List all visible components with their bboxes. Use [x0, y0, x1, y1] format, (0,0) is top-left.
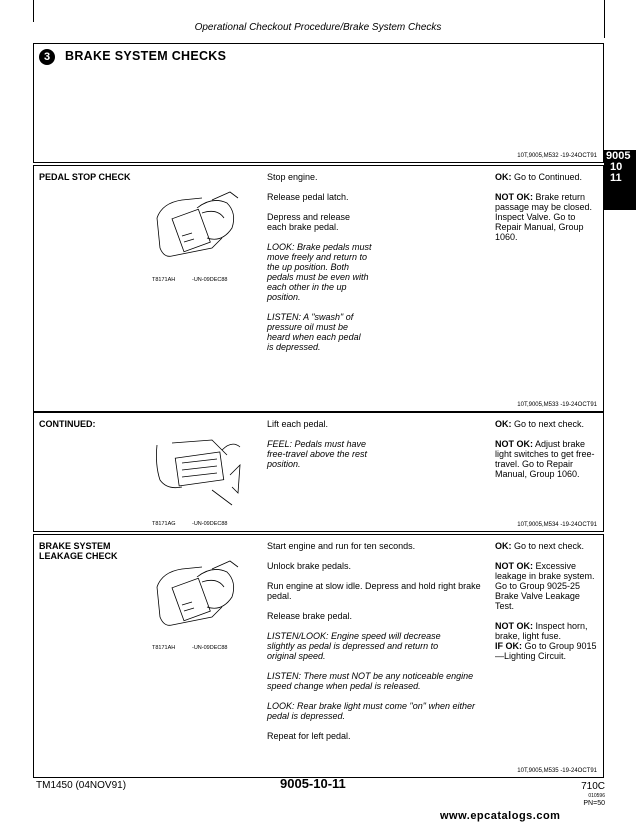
step: Lift each pedal. — [267, 419, 329, 429]
if-ok-label: IF OK: — [495, 641, 522, 651]
ok-label: OK: — [495, 541, 512, 551]
step: LOOK: Brake pedals must move freely and return to the up position. Both pedals must be even with each other in the up position. — [267, 242, 372, 302]
ok-label: OK: — [495, 419, 512, 429]
step: Release brake pedal. — [267, 611, 353, 621]
not-ok-label: NOT OK: — [495, 561, 533, 571]
section-tab — [604, 150, 636, 210]
not-ok-text: Brake return passage may be closed. Inspect Valve. Go to Repair Manual, Group 1060. — [495, 192, 593, 242]
footer-code: 010596 — [588, 793, 605, 799]
ok-text: Go to next check. — [514, 541, 585, 551]
pedal-lift-illustration — [152, 435, 242, 513]
not-ok-text: Adjust brake light switches to get free-travel. Go to Repair Manual, Group 1060. — [495, 439, 595, 479]
step: LISTEN/LOOK: Engine speed will decrease slightly as pedal is depressed and return to original speed. — [267, 631, 441, 661]
ok-text: Go to next check. — [514, 419, 585, 429]
figure-label: T8171AG — [152, 521, 176, 527]
figure-label: T8171AH — [152, 277, 176, 283]
step: Stop engine. — [267, 172, 318, 182]
step: Release pedal latch. — [267, 192, 349, 202]
ok-label: OK: — [495, 172, 512, 182]
brake-pedal-illustration — [152, 188, 242, 268]
section-number-badge: 3 — [39, 49, 55, 65]
row-ref: 10T,9005,M533 -19-24OCT91 — [517, 402, 597, 408]
tab-line-2: 10 — [610, 161, 623, 173]
manual-number: TM1450 (04NOV91) — [36, 780, 127, 791]
tab-line-3: 11 — [610, 172, 622, 184]
step: LISTEN: There must NOT be any noticeable engine speed change when pedal is released. — [267, 671, 474, 691]
watermark: www.epcatalogs.com — [440, 810, 561, 822]
step-list — [267, 172, 482, 362]
page-header: Operational Checkout Procedure/Brake System Checks — [194, 22, 442, 33]
model-number: 710C — [581, 781, 605, 792]
section-ref: 10T,9005,M532 -19-24OCT91 — [517, 153, 597, 159]
figure-code: -UN-09DEC88 — [192, 521, 228, 527]
row-title: CONTINUED: — [39, 419, 96, 429]
not-ok-label: NOT OK: — [495, 192, 533, 202]
result-column — [495, 172, 600, 252]
figure-label: T8171AH — [152, 645, 176, 651]
section-heading-box — [33, 43, 604, 163]
page-number: 9005-10-11 — [280, 776, 346, 791]
step: FEEL: Pedals must have free-travel above the rest position. — [267, 439, 368, 469]
step: Start engine and run for ten seconds. — [267, 541, 416, 551]
leakage-check-row — [33, 534, 604, 778]
step: LISTEN: A "swash" of pressure oil must be heard when each pedal is depressed. — [267, 312, 361, 352]
section-title: BRAKE SYSTEM CHECKS — [65, 49, 227, 63]
figure-code: -UN-09DEC88 — [192, 645, 228, 651]
margin-line-left — [33, 0, 34, 22]
not-ok-label: NOT OK: — [495, 621, 533, 631]
row-ref: 10T,9005,M535 -19-24OCT91 — [517, 768, 597, 774]
step-list — [267, 541, 482, 751]
step: Repeat for left pedal. — [267, 731, 351, 741]
row-title: BRAKE SYSTEM LEAKAGE CHECK — [39, 541, 118, 561]
page-pn: PN=50 — [583, 800, 605, 807]
step: LOOK: Rear brake light must come "on" when either pedal is depressed. — [267, 701, 475, 721]
ok-text: Go to Continued. — [514, 172, 583, 182]
step: Run engine at slow idle. Depress and hold right brake pedal. — [267, 581, 481, 601]
pedal-stop-check-row — [33, 165, 604, 412]
not-ok-text: Excessive leakage in brake system. Go to Group 9025-25 Brake Valve Leakage Test. — [495, 561, 595, 611]
figure-code: -UN-09DEC88 — [192, 277, 228, 283]
not-ok-text: Inspect horn, brake, light fuse. — [495, 621, 588, 641]
continued-row — [33, 412, 604, 532]
not-ok-label: NOT OK: — [495, 439, 533, 449]
step-list — [267, 419, 482, 479]
result-column — [495, 419, 600, 489]
tab-line-1: 9005 — [606, 150, 631, 162]
brake-pedal-illustration — [152, 557, 242, 637]
row-title: PEDAL STOP CHECK — [39, 172, 131, 182]
step: Unlock brake pedals. — [267, 561, 352, 571]
if-ok-text: Go to Group 9015—Lighting Circuit. — [495, 641, 597, 661]
row-ref: 10T,9005,M534 -19-24OCT91 — [517, 522, 597, 528]
result-column — [495, 541, 600, 671]
step: Depress and release each brake pedal. — [267, 212, 351, 232]
